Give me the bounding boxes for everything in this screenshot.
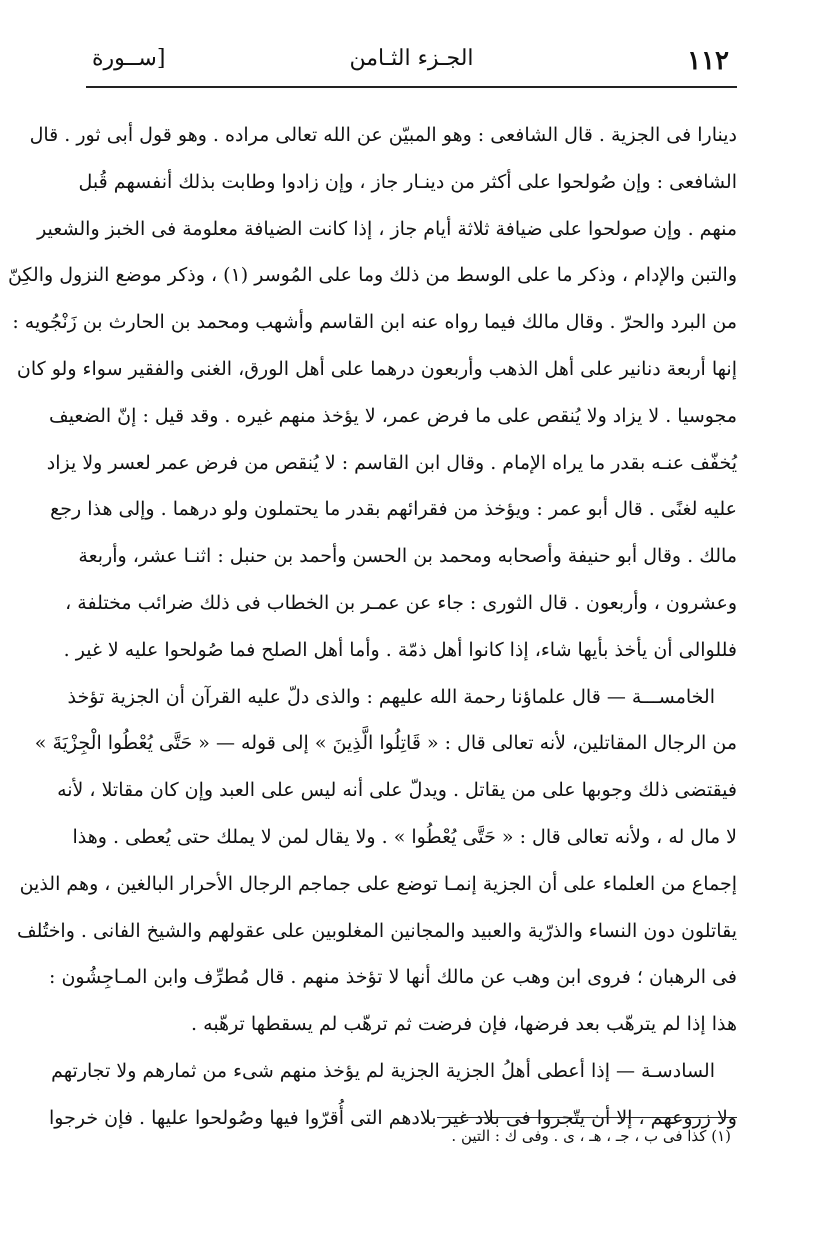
text-line: مجوسيا . لا يزاد ولا يُنقص على ما فرض عمر، لا يؤخذ منهم غيره . وقد قيل : إنّ الضعيف: [49, 404, 737, 427]
text-line: من البرد والحرّ . وقال مالك فيما رواه عنه ابن القاسم وأشهب ومحمد بن الحارث بن زَنْجُويه :: [12, 311, 737, 334]
footnote-rule: [437, 1117, 737, 1118]
footnote: (١) كذا فى ب ، جـ ، هـ ، ى . وفى ك : التين .: [451, 1127, 731, 1145]
text-line: وعشرون ، وأربعون . قال الثورى : جاء عن عمـر بن الخطاب فى ذلك ضرائب مختلفة ،: [65, 591, 737, 614]
text-line: إجماع من العلماء على أن الجزية إنمـا توضع على جماجم الرجال الأحرار البالغين ، وهم الذين: [19, 872, 737, 895]
header-rule: [86, 86, 737, 88]
text-line: يُخفّف عنـه بقدر ما يراه الإمام . وقال ابن القاسم : لا يُنقص من فرض عمر لعسر ولا يزاد: [46, 451, 737, 474]
page-number: ١١٢: [687, 46, 729, 76]
section-heading-line: السادسـة — إذا أعطى أهلُ الجزية الجزية لم يؤخذ منهم شىء من ثمارهم ولا تجارتهم: [51, 1059, 715, 1082]
text-line: مالك . وقال أبو حنيفة وأصحابه ومحمد بن الحسن وأحمد بن حنبل : اثنـا عشر، وأربعة: [78, 545, 737, 568]
text-line: يقاتلون دون النساء والذرّية والعبيد والمجانين المغلوبين على عقولهم والشيخ الفانى . واختُلف: [17, 919, 737, 942]
section-heading-line: الخامســـة — قال علماؤنا رحمة الله عليهم : والذى دلّ عليه القرآن أن الجزية تؤخذ: [67, 685, 715, 708]
text-line: عليه لغنًى . قال أبو عمر : ويؤخذ من فقرائهم بقدر ما يحتملون ولو درهما . وإلى هذا رجع: [50, 498, 737, 521]
text-line: فى الرهبان ؛ فروى ابن وهب عن مالك أنها لا تؤخذ منهم . قال مُطرِّف وابن المـاجِشُون :: [49, 966, 737, 989]
text-line: فللوالى أن يأخذ بأيها شاء، إذا كانوا أهل ذمّة . وأما أهل الصلح فما صُولحوا عليه لا غير .: [63, 638, 737, 661]
text-line: والتبن والإدام ، وذكر ما على الوسط من ذلك وما على المُوسر (١) ، وذكر موضع النزول والكِنّ: [7, 264, 737, 287]
body-text: [7, 112, 737, 1142]
text-line: الشافعى : وإن صُولحوا على أكثر من دينـار جاز ، وإن زادوا وطابت بذلك أنفسهم قُبل: [78, 170, 737, 193]
text-line: لا مال له ، ولأنه تعالى قال : « حَتَّى يُعْطُوا » . ولا يقال لمن لا يملك حتى يُعطى . وهذا: [72, 825, 737, 848]
text-line: من الرجال المقاتلين، لأنه تعالى قال : « قَاتِلُوا الَّذِينَ » إلى قوله — « حَتَّى يُعْطُوا الْجِزْيَةَ »: [34, 732, 737, 755]
text-line: منهم . وإن صولحوا على ضيافة ثلاثة أيام جاز ، إذا كانت الضيافة معلومة فى الخبز والشعير: [37, 217, 737, 240]
text-line: إنها أربعة دنانير على أهل الذهب وأربعون درهما على أهل الورق، الغنى والفقير سواء ولو كان: [16, 357, 737, 380]
text-line: دينارا فى الجزية . قال الشافعى : وهو المبيّن عن الله تعالى مراده . وهو قول أبى ثور . قال: [29, 124, 737, 146]
text-line: هذا إذا لم يترهّب بعد فرضها، فإن فرضت ثم ترهّب لم يسقطها ترهّبه .: [191, 1013, 737, 1036]
running-title: الجـزء الثـامن: [349, 46, 474, 71]
text-line: فيقتضى ذلك وجوبها على من يقاتل . ويدلّ على أنه ليس على العبد وإن كان مقاتلا ، لأنه: [57, 779, 737, 802]
page-header: [86, 38, 737, 80]
text-line: ولا زروعهم ، إلا أن يتّجروا فى بلاد غير بلادهم التى أُقرّوا فيها وصُولحوا عليها . فإن خرجوا: [49, 1106, 737, 1129]
surah-label: [ســورة: [92, 46, 166, 71]
